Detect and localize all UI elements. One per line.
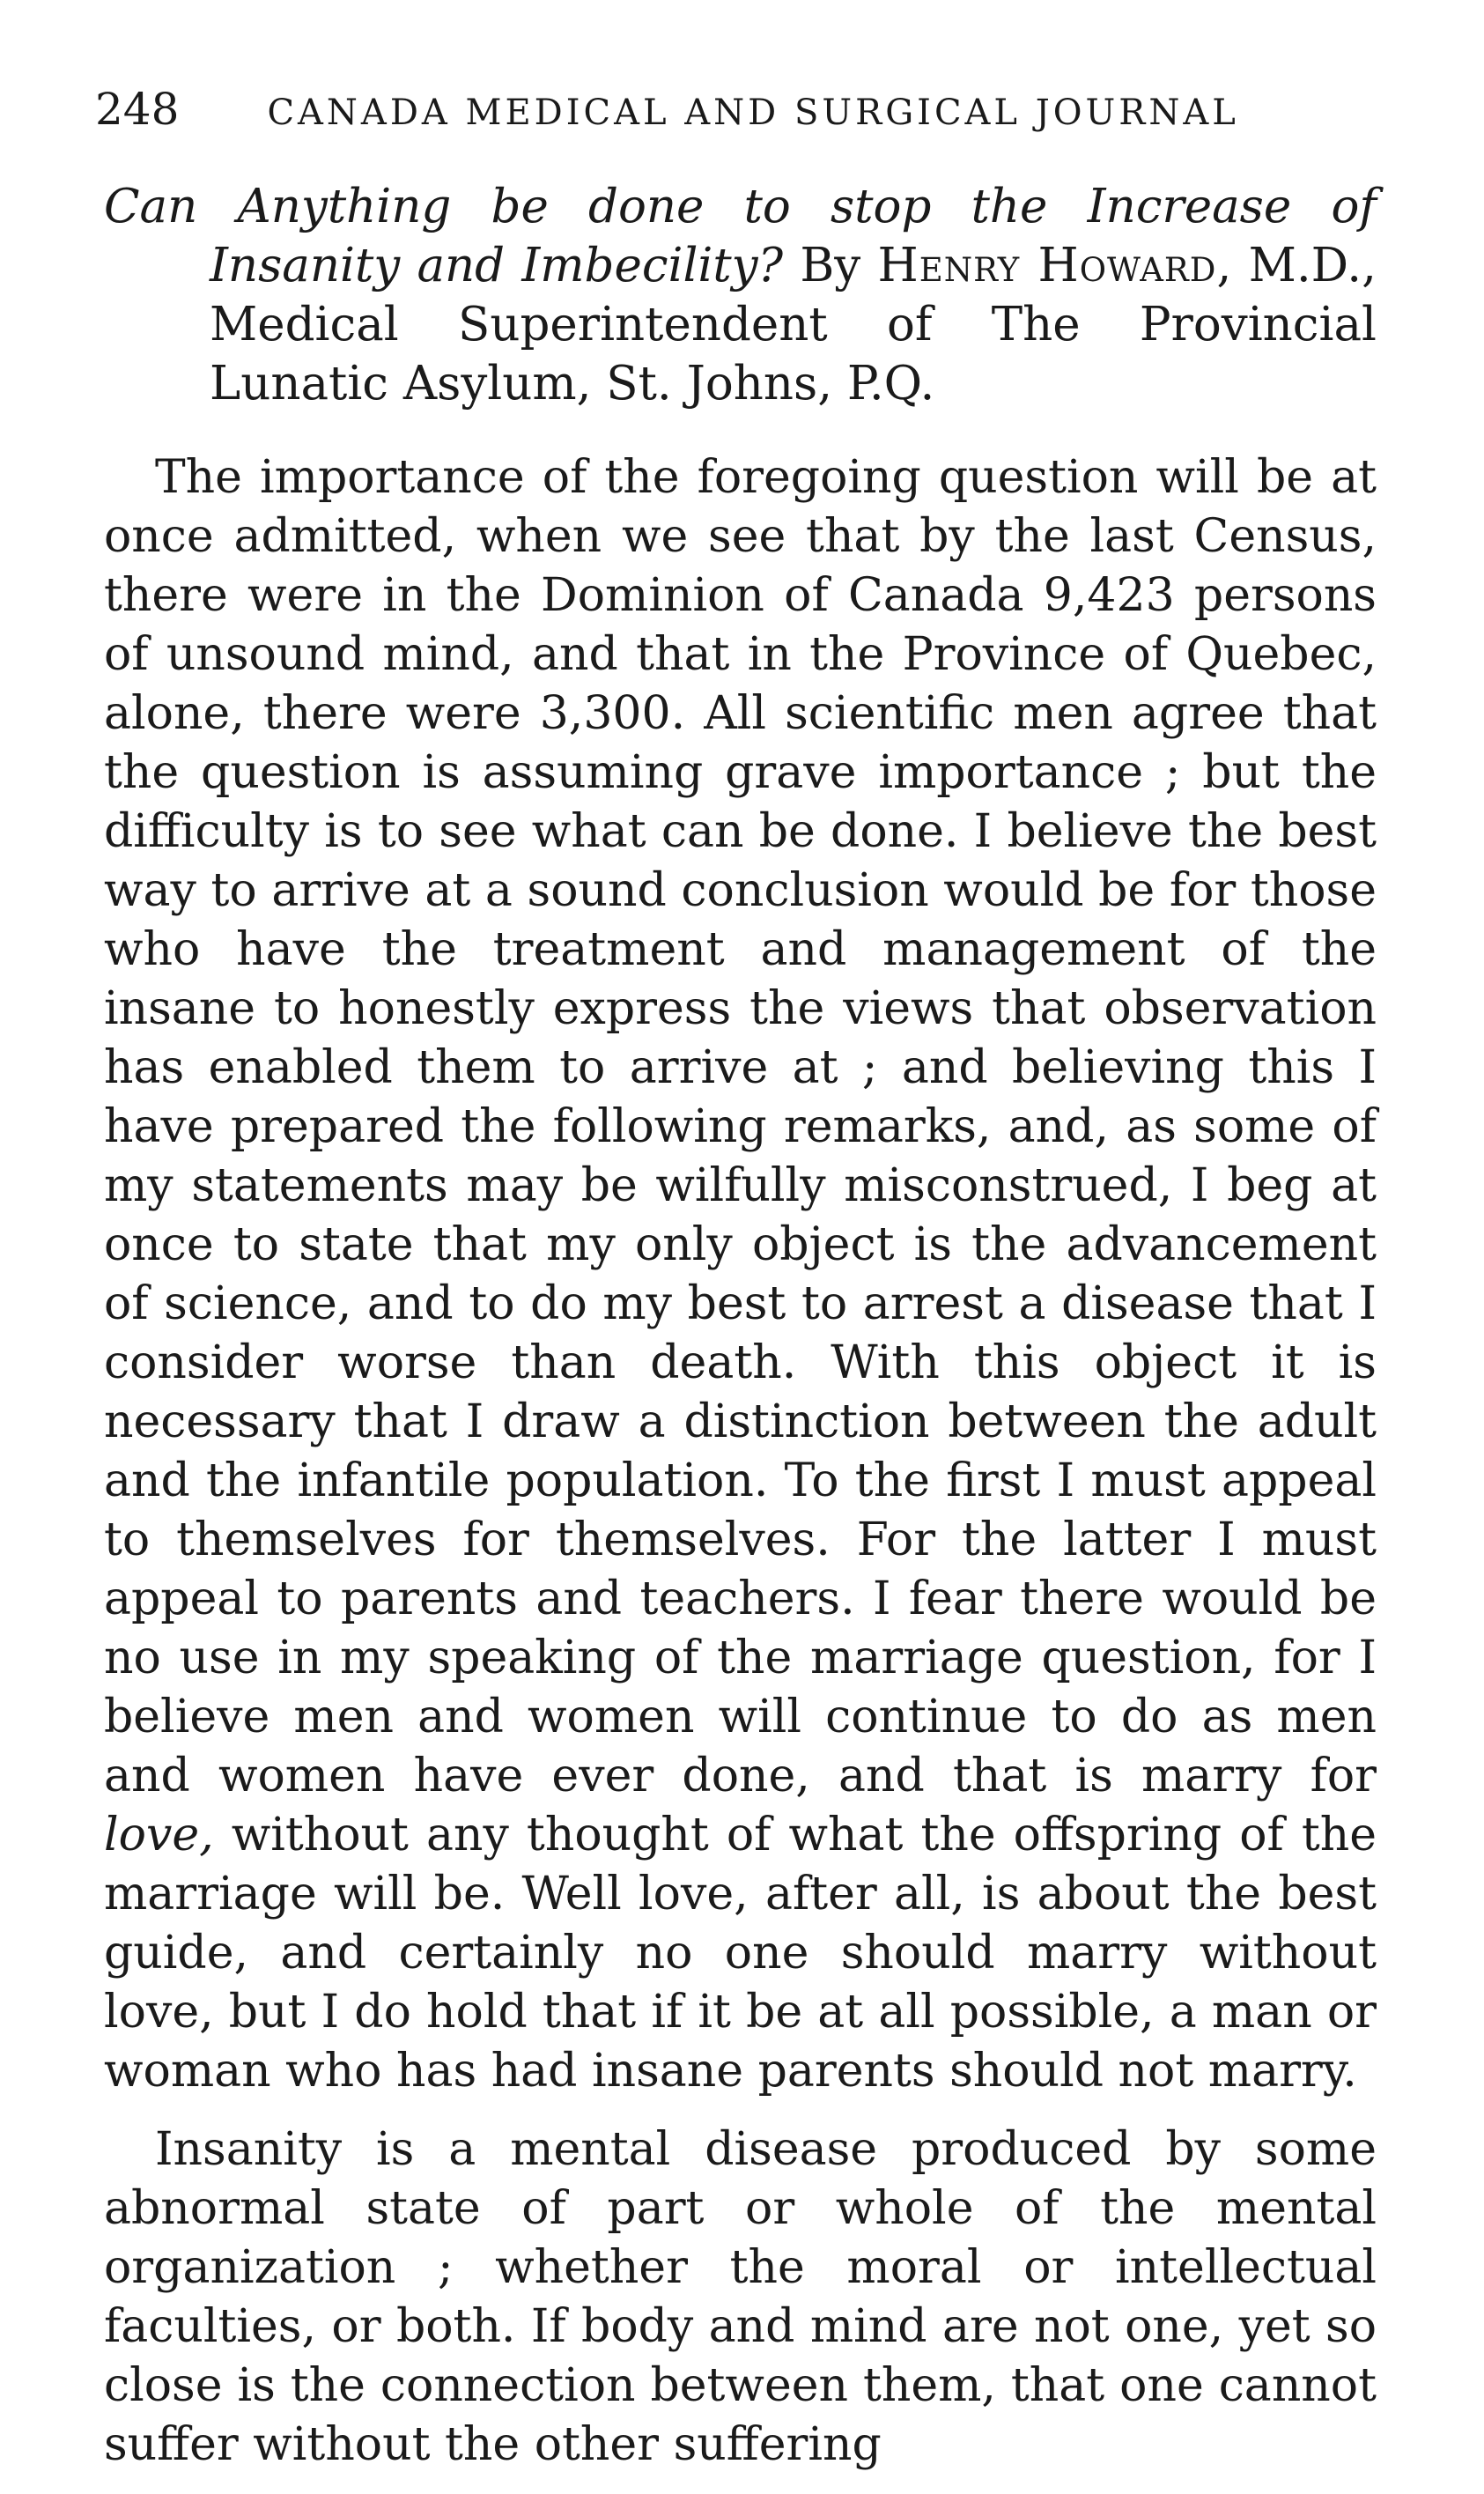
byline-label: By [800,239,861,292]
running-head [95,84,1377,135]
emphasis-love: love, [104,1809,214,1861]
body-paragraph-1 [104,448,1377,2101]
article-heading [104,177,1377,413]
author-credentials: , M.D., Medical Superintendent of The Provincial Lunatic Asylum, St. Johns, P.Q. [210,239,1377,411]
article-title: Can Anything be done to stop the Increase of Insanity and Imbecility? [104,180,1377,292]
paragraph-1-text-a: The importance of the foregoing question will be at once admitted, when we see that by the last Census, there were in the Dominion of Canada 9,423 persons of unsound mind, and that in the Province of Quebec, alone, there were 3,300. All scientific men agree that the question is assuming grave importance ; but the difficulty is to see what can be done. I believe the best way to arrive at a sound conclusion would be for those who have the treatment and management of the insane to honestly express the views that observation has enabled them to arrive at ; and believing this I have prepared the following remarks, and, as some of my statements may be wilfully misconstrued, I beg at once to state that my only object is the advancement of science, and to do my best to arrest a disease that I consider worse than death. With this object it is necessary that I draw a distinction between the adult and the infantile population. To the first I must appeal to themselves for themselves. For the latter I must appeal to parents and teachers. I fear there would be no use in my speaking of the marriage question, for I believe men and women will continue to do as men and women have ever done, and that is marry for [104,451,1377,1802]
author-name: Henry Howard [877,239,1217,292]
paragraph-1-text-b: without any thought of what the offspring of the marriage will be. Well love, after all, is about the best guide, and certainly no one should marry without love, but I do hold that if it be at all possible, a man or woman who has had insane parents should not marry. [104,1809,1377,2098]
page-number: 248 [95,84,180,135]
article-heading-line [104,177,1377,413]
body-paragraph-2: Insanity is a mental disease produced by some abnormal state of part or whole of the mental organization ; whether the moral or intellectual faculties, or both. If body and mind are not one, yet so close is the connection between them, that one cannot suffer without the other suffering [104,2123,1377,2471]
journal-title: CANADA MEDICAL AND SURGICAL JOURNAL [267,93,1239,133]
journal-page [95,84,1377,2494]
